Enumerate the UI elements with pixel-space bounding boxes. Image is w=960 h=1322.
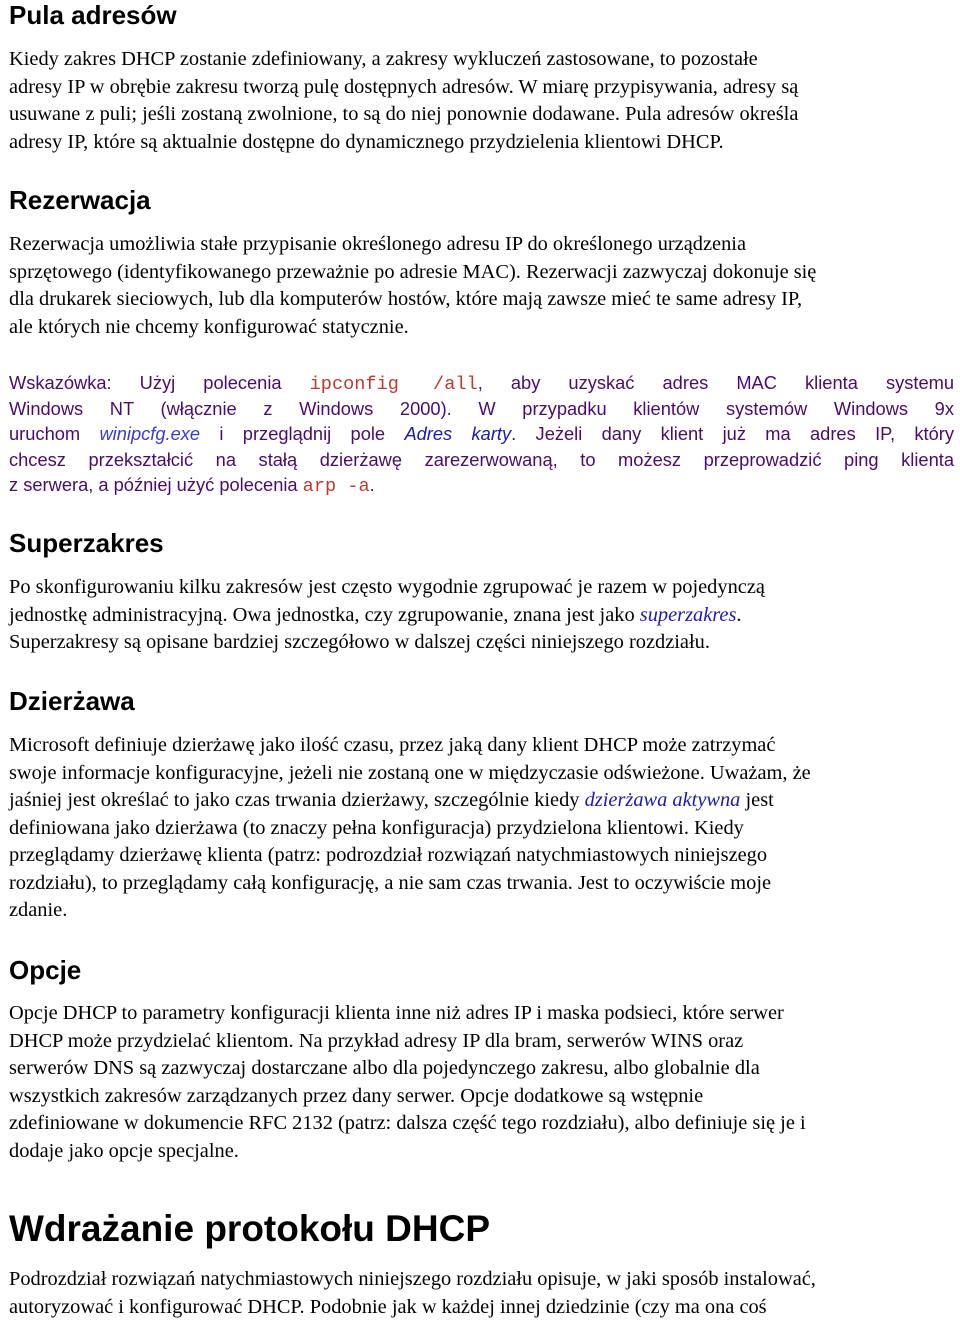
- winipcfg-filename: winipcfg.exe: [99, 423, 201, 444]
- text-line: adresy IP, które są aktualnie dostępne do dynamicznego przydzielenia klientowi DHCP.: [9, 130, 724, 153]
- paragraph-superzakres: [9, 574, 954, 657]
- arp-command: arp -a: [302, 476, 370, 497]
- text-line: usuwane z puli; jeśli zostaną zwolnione, to są do niej ponownie dodawane. Pula adresów określa: [9, 103, 799, 125]
- paragraph-dzierzawa: [9, 732, 954, 925]
- text-line: [9, 787, 954, 815]
- hint-box: [9, 370, 954, 498]
- hint-text: i przeglądnij pole: [200, 423, 405, 444]
- text-line: definiowana jako dzierżawa (to znaczy pełna konfiguracja) przydzielona klientowi. Kiedy: [9, 816, 744, 839]
- paragraph-wdrazanie: [9, 1266, 954, 1321]
- text-span: jest: [740, 789, 774, 811]
- text-line: Rezerwacja umożliwia stałe przypisanie określonego adresu IP do określonego urządzenia: [9, 233, 746, 255]
- section-heading-superzakres: Superzakres: [9, 528, 164, 558]
- hint-line: [9, 472, 954, 498]
- hint-text: , aby uzyskać adres MAC klienta systemu: [477, 372, 955, 393]
- hint-text: uruchom: [9, 423, 100, 444]
- text-line: swoje informacje konfiguracyjne, jeżeli nie zostaną one w międzyczasie odświeżone. Uważam, że: [9, 761, 811, 784]
- text-line: serwerów DNS są zazwyczaj dostarczane albo dla pojedynczego zakresu, albo globalnie dla: [9, 1057, 760, 1079]
- text-line: adresy IP w obrębie zakresu tworzą pulę dostępnych adresów. W miarę przypisywania, adresy są: [9, 75, 799, 98]
- text-line: [9, 602, 954, 630]
- paragraph-pula-adresow: [9, 46, 954, 156]
- text-line: Opcje DHCP to parametry konfiguracji klienta inne niż adres IP i maska podsieci, które serwer: [9, 1002, 784, 1024]
- paragraph-opcje: [9, 1000, 954, 1165]
- hint-text: .: [369, 474, 375, 495]
- term-dzierzawa-aktywna: dzierżawa aktywna: [584, 789, 741, 811]
- text-line: zdanie.: [9, 899, 68, 921]
- section-heading-pula-adresow: Pula adresów: [9, 0, 177, 30]
- hint-line: [9, 421, 954, 447]
- hint-line: [9, 370, 954, 396]
- text-line: wszystkich zakresów zarządzanych przez dany serwer. Opcje dodatkowe są wstępnie: [9, 1084, 704, 1107]
- text-line: zdefiniowane w dokumencie RFC 2132 (patrz: dalsza część tego rozdziału), albo definiuje się je i: [9, 1112, 806, 1134]
- text-line: dla drukarek sieciowych, lub dla komputerów hostów, które mają zawsze mieć te same adresy IP,: [9, 288, 803, 310]
- hint-text: z serwera, a później użyć polecenia: [9, 474, 303, 495]
- text-line: DHCP może przydzielać klientom. Na przykład adresy IP dla bram, serwerów WINS oraz: [9, 1029, 744, 1052]
- text-line: Kiedy zakres DHCP zostanie zdefiniowany, a zakresy wykluczeń zastosowane, to pozostałe: [9, 48, 758, 70]
- text-line: ale których nie chcemy konfigurować statycznie.: [9, 315, 409, 338]
- text-line: Podrozdział rozwiązań natychmiastowych niniejszego rozdziału opisuje, w jaki sposób instalować,: [9, 1268, 816, 1290]
- chapter-heading: Wdrażanie protokołu DHCP: [9, 1208, 491, 1249]
- hint-line: chcesz przekształcić na stałą dzierżawę zarezerwowaną, to możesz przeprowadzić ping klienta: [9, 448, 954, 470]
- text-line: autoryzować i konfigurować DHCP. Podobnie jak w każdej innej dziedzinie (czy ma ona coś: [9, 1295, 767, 1318]
- text-line: dodaje jako opcje specjalne.: [9, 1139, 239, 1162]
- hint-line: Windows NT (włącznie z Windows 2000). W przypadku klientów systemów Windows 9x: [9, 397, 954, 419]
- text-line: rozdziału), to przeglądamy całą konfigurację, a nie sam czas trwania. Jest to oczywiście moje: [9, 871, 772, 894]
- section-heading-rezerwacja: Rezerwacja: [9, 185, 151, 215]
- text-line: Po skonfigurowaniu kilku zakresów jest często wygodnie zgrupować je razem w pojedynczą: [9, 576, 765, 598]
- hint-text: . Jeżeli dany klient już ma adres IP, który: [511, 423, 955, 444]
- paragraph-rezerwacja: [9, 231, 954, 341]
- ipconfig-command: ipconfig /all: [309, 374, 478, 395]
- text-span: jednostkę administracyjną. Owa jednostka, czy zgrupowanie, znana jest jako: [9, 603, 640, 626]
- text-line: sprzętowego (identyfikowanego przeważnie po adresie MAC). Rezerwacji zazwyczaj dokonuje się: [9, 260, 817, 283]
- text-line: Microsoft definiuje dzierżawę jako ilość czasu, przez jaką dany klient DHCP może zatrzymać: [9, 734, 776, 756]
- text-span: jaśniej jest określać to jako czas trwania dzierżawy, szczególnie kiedy: [9, 789, 585, 811]
- hint-text: Wskazówka: Użyj polecenia: [9, 372, 310, 393]
- section-heading-dzierzawa: Dzierżawa: [9, 686, 135, 716]
- adres-karty-field: Adres karty: [404, 423, 512, 444]
- term-superzakres: superzakres: [639, 603, 737, 626]
- text-line: Superzakresy są opisane bardziej szczegółowo w dalszej części niniejszego rozdziału.: [9, 631, 710, 653]
- text-span: .: [736, 603, 742, 626]
- section-heading-opcje: Opcje: [9, 955, 82, 985]
- text-line: przeglądamy dzierżawę klienta (patrz: podrozdział rozwiązań natychmiastowych niniejszego: [9, 844, 768, 866]
